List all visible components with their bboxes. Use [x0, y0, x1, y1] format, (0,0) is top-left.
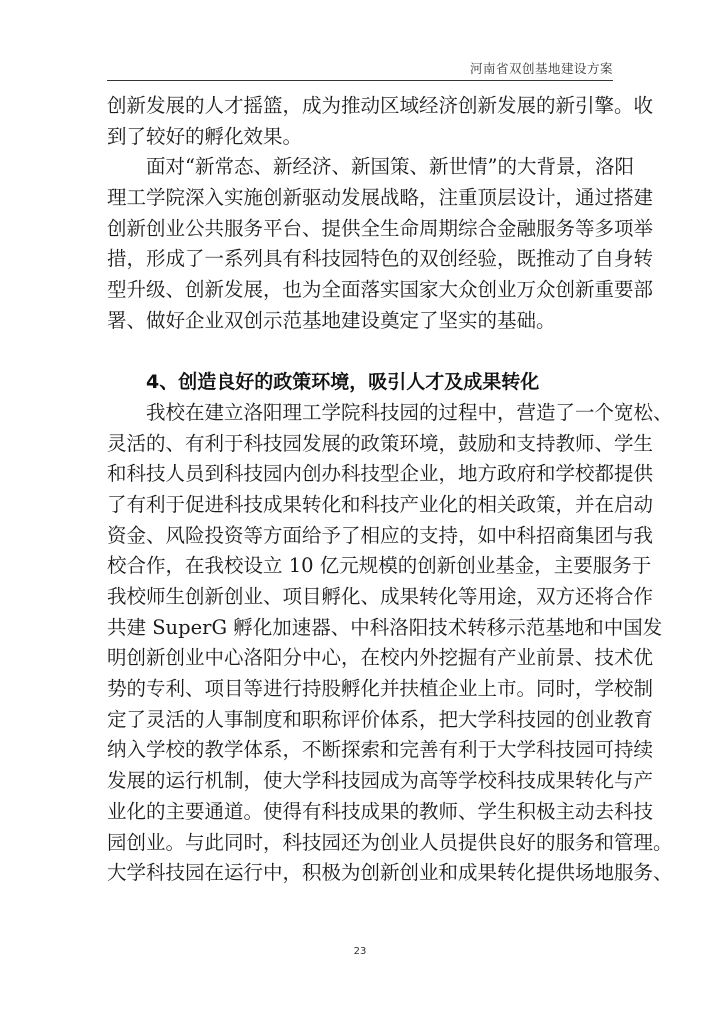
- text-line: 纳入学校的教学体系，不断探索和完善有利于大学科技园可持续: [107, 738, 654, 762]
- text-line: 到了较好的孵化效果。: [107, 124, 303, 148]
- text-line: 我校在建立洛阳理工学院科技园的过程中，营造了一个宽松、: [146, 400, 673, 424]
- text-line: 面对“新常态、新经济、新国策、新世情”的大背景，洛阳: [146, 155, 634, 179]
- text-line: 大学科技园在运行中，积极为创新创业和成果转化提供场地服务、: [107, 861, 673, 885]
- section-heading: 4、创造良好的政策环境，吸引人才及成果转化: [146, 371, 540, 394]
- running-header: [107, 60, 613, 81]
- text-line: 业化的主要通道。使得有科技成果的教师、学生积极主动去科技: [107, 799, 654, 823]
- paragraph-spacer: [107, 337, 615, 368]
- text-line: 势的专利、项目等进行持股孵化并扶植企业上市。同时，学校制: [107, 677, 654, 701]
- text-line: 了有利于促进科技成果转化和科技产业化的相关政策，并在启动: [107, 492, 654, 516]
- running-header-title: 河南省双创基地建设方案: [469, 61, 613, 76]
- text-line: 和科技人员到科技园内创办科技型企业，地方政府和学校都提供: [107, 462, 654, 486]
- text-line: 定了灵活的人事制度和职称评价体系，把大学科技园的创业教育: [107, 707, 654, 731]
- paragraph-1: [107, 91, 654, 152]
- text-line: 灵活的、有利于科技园发展的政策环境，鼓励和支持教师、学生: [107, 431, 654, 455]
- text-line: 发展的运行机制，使大学科技园成为高等学校科技成果转化与产: [107, 769, 654, 793]
- text-line: 共建 SuperG 孵化加速器、中科洛阳技术转移示范基地和中国发: [107, 615, 663, 639]
- text-line: 我校师生创新创业、项目孵化、成果转化等用途，双方还将合作: [107, 585, 654, 608]
- body-text: [107, 91, 673, 889]
- page-number: 23: [353, 946, 367, 957]
- text-line: 型升级、创新发展，也为全面落实国家大众创业万众创新重要部: [107, 278, 654, 302]
- text-line: 校合作，在我校设立 10 亿元规模的创新创业基金，主要服务于: [107, 554, 652, 578]
- text-line: 创新创业公共服务平台、提供全生命周期综合金融服务等多项举: [107, 216, 654, 240]
- text-line: 措，形成了一系列具有科技园特色的双创经验，既推动了自身转: [107, 247, 654, 271]
- section-paragraph: [107, 398, 673, 889]
- paragraph-2: [107, 152, 654, 336]
- text-line: 园创业。与此同时，科技园还为创业人员提供良好的服务和管理。: [107, 830, 673, 854]
- text-line: 署、做好企业双创示范基地建设奠定了坚实的基础。: [107, 308, 556, 332]
- text-line: 明创新创业中心洛阳分中心，在校内外挖掘有产业前景、技术优: [107, 646, 654, 670]
- text-line: 资金、风险投资等方面给予了相应的支持，如中科招商集团与我: [107, 523, 654, 547]
- text-line: 创新发展的人才摇篮，成为推动区域经济创新发展的新引擎。收: [107, 94, 654, 117]
- text-line: 理工学院深入实施创新驱动发展战略，注重顶层设计，通过搭建: [107, 186, 654, 210]
